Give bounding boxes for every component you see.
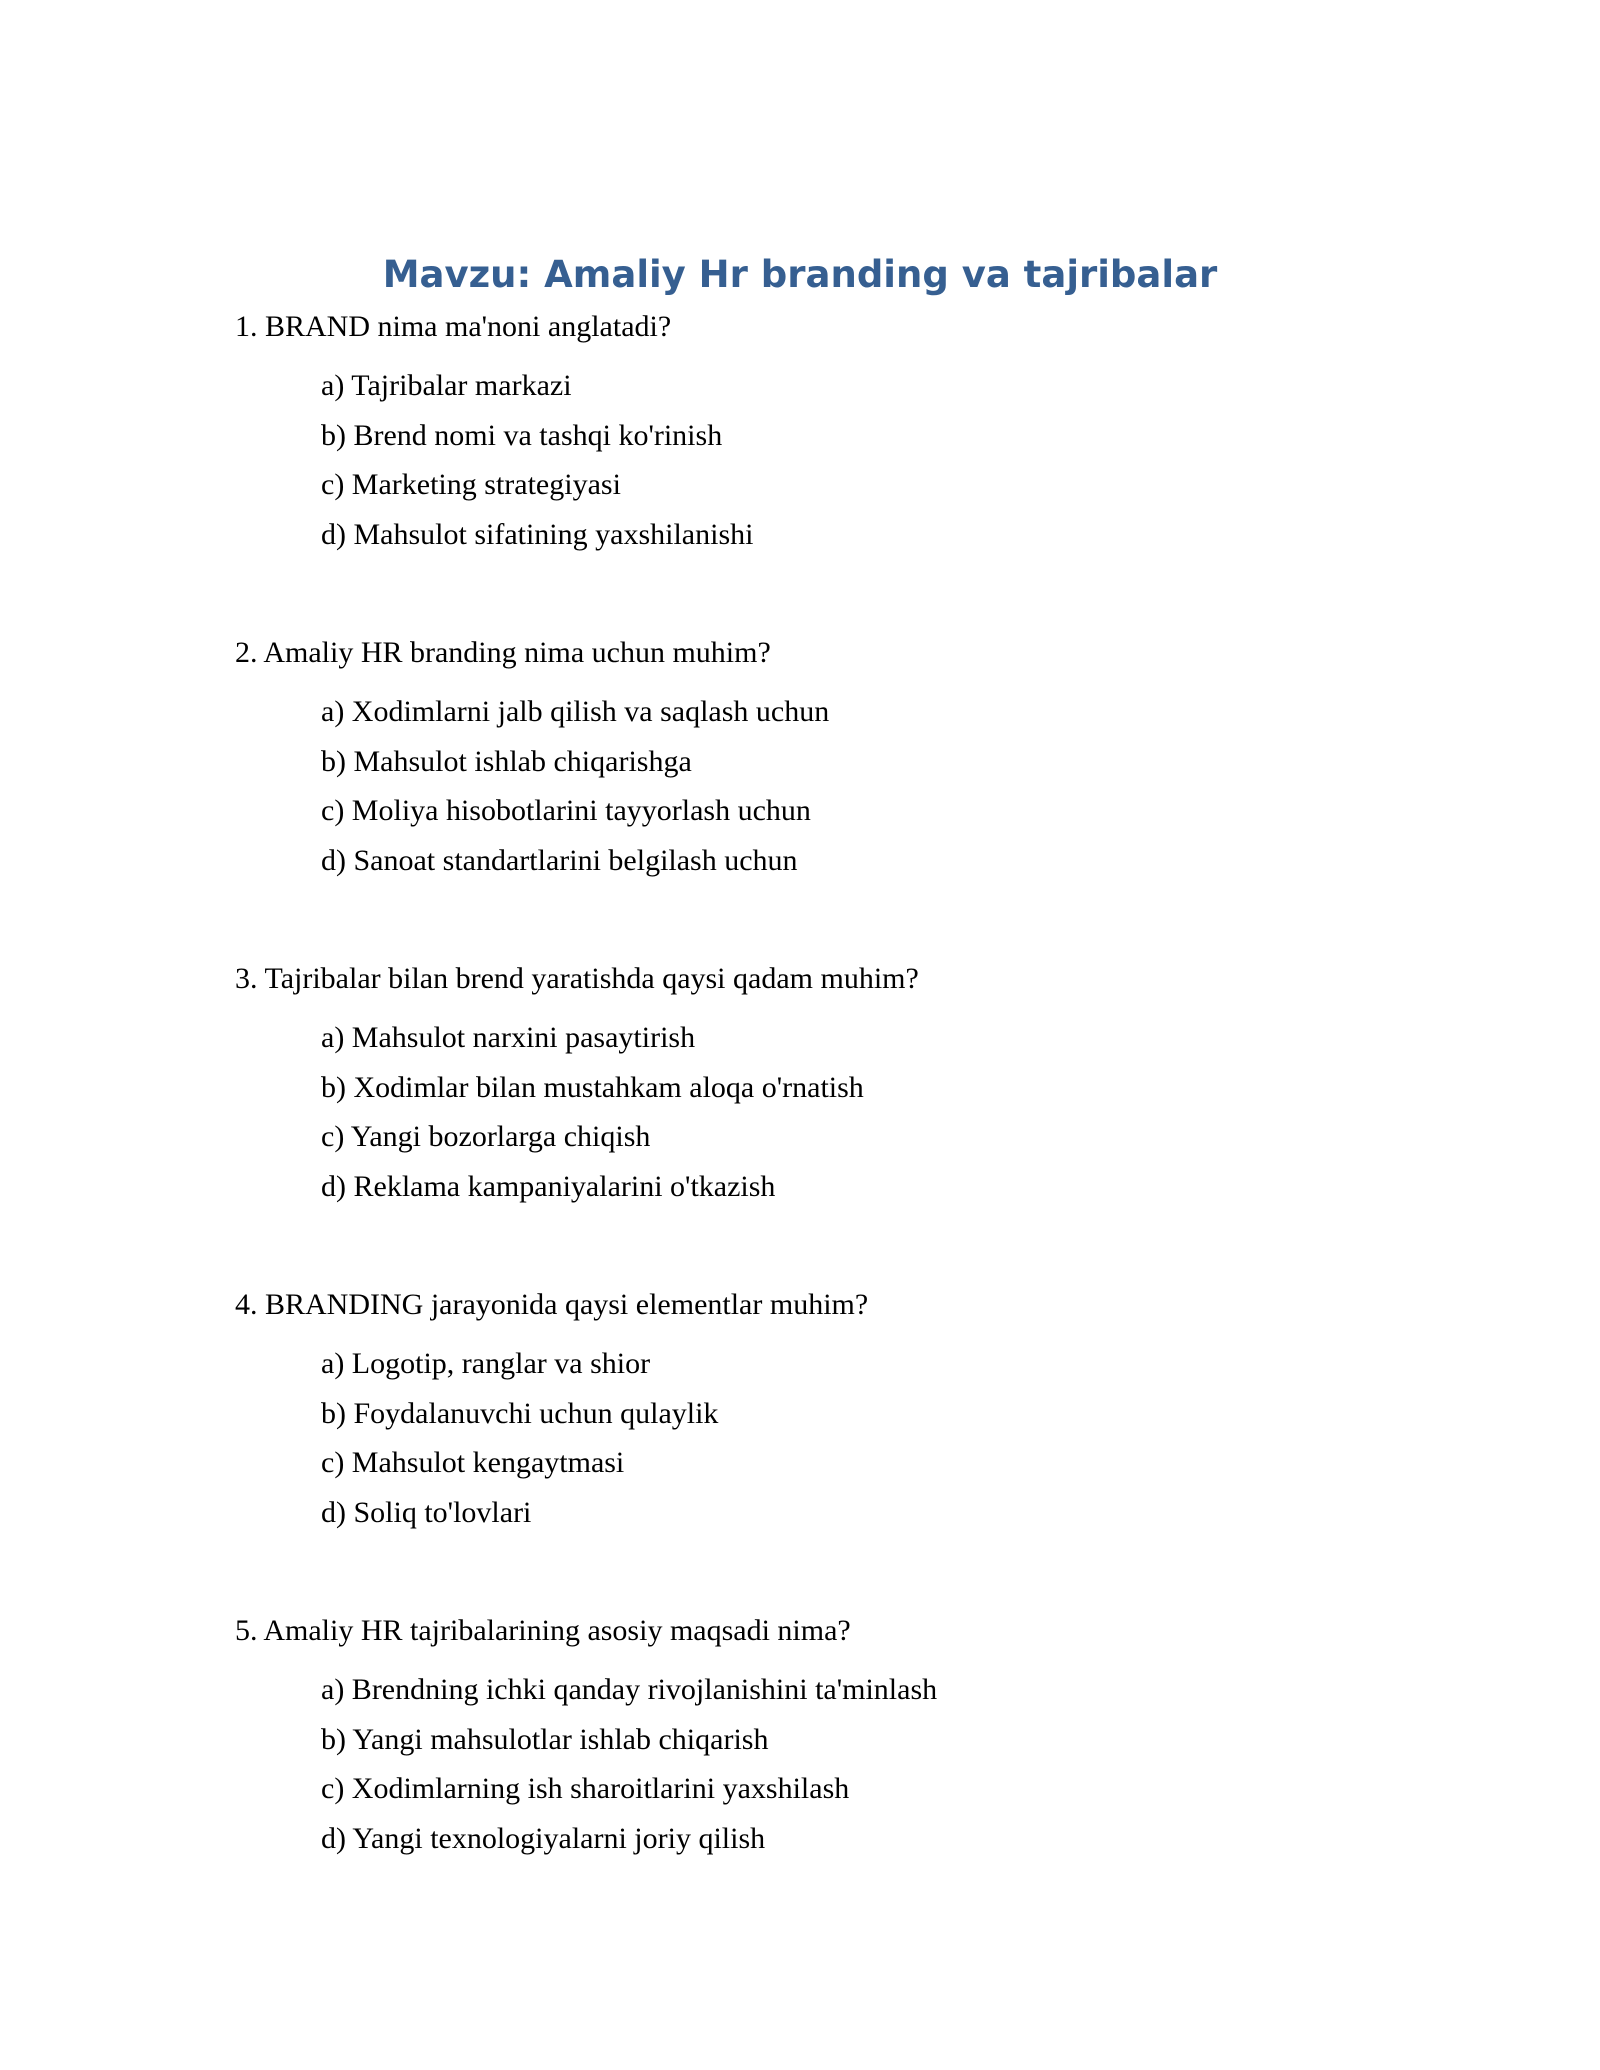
option-d: d) Yangi texnologiyalarni joriy qilish [321, 1821, 766, 1855]
question-text: 4. BRANDING jarayonida qaysi elementlar muhim? [235, 1288, 869, 1321]
option-d: d) Mahsulot sifatining yaxshilanishi [321, 517, 754, 551]
option-a: a) Xodimlarni jalb qilish va saqlash uchun [321, 695, 830, 728]
option-a: a) Logotip, ranglar va shior [321, 1347, 651, 1380]
option-c: c) Mahsulot kengaytmasi [321, 1446, 625, 1479]
option-a: a) Mahsulot narxini pasaytirish [321, 1021, 696, 1054]
option-b: b) Xodimlar bilan mustahkam aloqa o'rnatish [321, 1070, 864, 1104]
question-1 [235, 305, 1435, 559]
question-5 [235, 1609, 1435, 1863]
option-list [235, 361, 1435, 559]
option-a: a) Brendning ichki qanday rivojlanishini ta'minlash [321, 1673, 938, 1706]
option-b: b) Foydalanuvchi uchun qulaylik [321, 1396, 719, 1430]
option-c: c) Moliya hisobotlarini tayyorlash uchun [321, 794, 811, 827]
page-title: Mavzu: Amaliy Hr branding va tajribalar [382, 253, 1218, 296]
option-c: c) Xodimlarning ish sharoitlarini yaxshilash [321, 1772, 850, 1805]
option-list [235, 1665, 1435, 1863]
option-b: b) Yangi mahsulotlar ishlab chiqarish [321, 1722, 769, 1756]
option-c: c) Marketing strategiyasi [321, 468, 621, 501]
question-list [235, 305, 1435, 1935]
option-list [235, 1339, 1435, 1537]
option-a: a) Tajribalar markazi [321, 369, 572, 402]
option-list [235, 687, 1435, 885]
option-d: d) Sanoat standartlarini belgilash uchun [321, 843, 798, 877]
question-text: 2. Amaliy HR branding nima uchun muhim? [235, 636, 771, 669]
option-c: c) Yangi bozorlarga chiqish [321, 1120, 651, 1153]
option-d: d) Reklama kampaniyalarini o'tkazish [321, 1169, 776, 1203]
option-list [235, 1013, 1435, 1211]
question-text: 3. Tajribalar bilan brend yaratishda qaysi qadam muhim? [235, 962, 919, 995]
question-4 [235, 1283, 1435, 1537]
option-b: b) Brend nomi va tashqi ko'rinish [321, 418, 723, 452]
question-text: 5. Amaliy HR tajribalarining asosiy maqsadi nima? [235, 1614, 851, 1647]
option-b: b) Mahsulot ishlab chiqarishga [321, 744, 692, 778]
question-text: 1. BRAND nima ma'noni anglatadi? [235, 310, 672, 343]
question-2 [235, 631, 1435, 885]
question-3 [235, 957, 1435, 1211]
option-d: d) Soliq to'lovlari [321, 1495, 532, 1529]
